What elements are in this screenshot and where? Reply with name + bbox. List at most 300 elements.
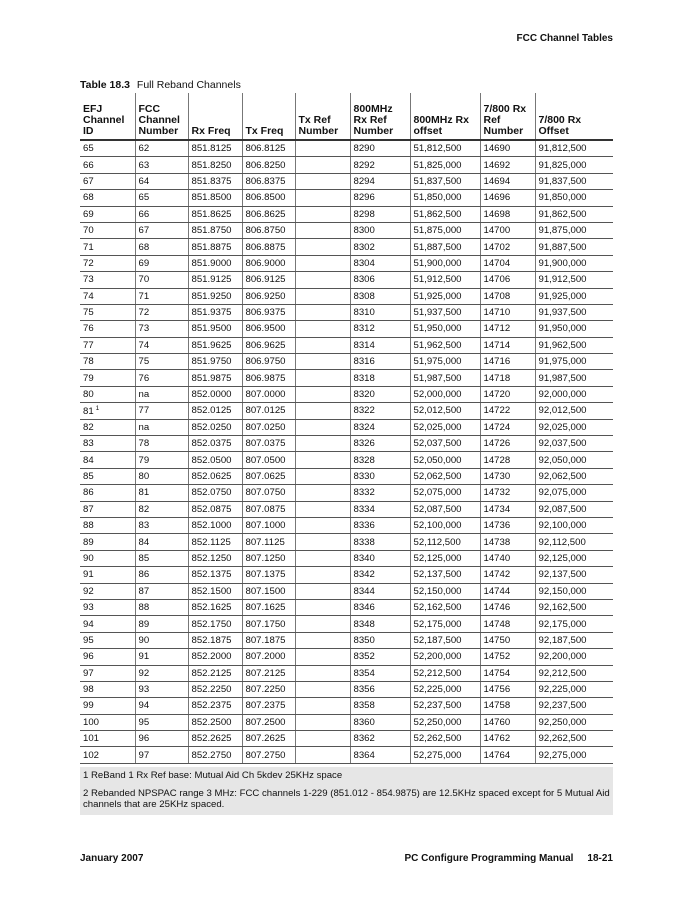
cell-text: 51,887,500 (413, 241, 462, 253)
cell-text: 851.9125 (191, 274, 232, 286)
cell-text: 851.8875 (191, 241, 232, 253)
table-cell (295, 452, 350, 468)
cell-text: 8294 (353, 175, 375, 187)
table-cell (242, 157, 295, 173)
cell-text: 77 (83, 339, 94, 351)
cell-text: 8348 (353, 618, 375, 630)
cell-text: 92,250,000 (538, 716, 587, 728)
cell-text: 806.9000 (245, 257, 286, 269)
cell-text: 851.8250 (191, 159, 232, 171)
table-cell (188, 583, 242, 599)
cell-text: 92,225,000 (538, 684, 587, 696)
cell-text: 69 (138, 257, 150, 269)
table-cell (295, 534, 350, 550)
cell-text: 91,825,000 (538, 159, 587, 171)
table-cell (535, 681, 613, 697)
table-cell (535, 665, 613, 681)
table-cell (80, 583, 135, 599)
table-cell (188, 140, 242, 157)
cell-text: 851.9375 (191, 307, 232, 319)
table-cell (135, 649, 188, 665)
table-cell (480, 190, 535, 206)
table-cell (188, 731, 242, 747)
cell-text: 807.2500 (245, 716, 286, 728)
cell-text: 14734 (483, 503, 511, 515)
cell-text: 8346 (353, 602, 375, 614)
table-cell (410, 567, 480, 583)
table-cell (80, 698, 135, 714)
table-row (80, 632, 613, 648)
column-header: Tx Freq (242, 93, 295, 140)
cell-text: 92,262,500 (538, 733, 587, 745)
table-cell (350, 583, 410, 599)
table-cell (80, 255, 135, 271)
table-cell (188, 173, 242, 189)
cell-text: 14694 (483, 175, 511, 187)
table-cell (80, 140, 135, 157)
table-cell (535, 534, 613, 550)
cell-text: 14700 (483, 225, 511, 237)
table-cell (350, 206, 410, 222)
table-cell (350, 370, 410, 386)
table-cell (242, 386, 295, 402)
table-cell (188, 190, 242, 206)
cell-text: 14720 (483, 389, 511, 401)
cell-text: 84 (138, 536, 150, 548)
table-row (80, 731, 613, 747)
cell-text: 52,162,500 (413, 602, 462, 614)
table-cell (135, 665, 188, 681)
table-cell (80, 517, 135, 533)
table-cell (480, 698, 535, 714)
table-cell (535, 714, 613, 730)
table-cell (410, 140, 480, 157)
cell-text: 806.8500 (245, 192, 286, 204)
cell-text: 85 (138, 552, 150, 564)
cell-text: 806.9125 (245, 274, 286, 286)
table-cell (350, 616, 410, 632)
table-cell (135, 354, 188, 370)
footnote-2: 2 Rebanded NPSPAC range 3 MHz: FCC channels 1-229 (851.012 - 854.9875) are 12.5KHz spaced except for 5 Mutual Aid channels that are 25KHz spaced. (83, 787, 610, 810)
table-cell (188, 157, 242, 173)
cell-text: 14706 (483, 274, 511, 286)
cell-text: 52,100,000 (413, 520, 462, 532)
table-cell (480, 632, 535, 648)
cell-text: 94 (83, 618, 94, 630)
table-cell (135, 616, 188, 632)
table-cell (242, 436, 295, 452)
cell-text: 83 (138, 520, 150, 532)
table-cell (242, 747, 295, 763)
column-header: Tx Ref Number (295, 93, 350, 140)
cell-text: 74 (83, 290, 94, 302)
table-cell (295, 419, 350, 435)
cell-text: 852.0000 (191, 389, 232, 401)
table-cell (350, 173, 410, 189)
cell-text: 95 (138, 716, 150, 728)
table-cell (480, 436, 535, 452)
table-cell (410, 255, 480, 271)
table-row (80, 354, 613, 370)
table-row (80, 304, 613, 320)
table-cell (480, 452, 535, 468)
cell-text: 67 (83, 175, 94, 187)
table-cell (535, 173, 613, 189)
table-cell (295, 370, 350, 386)
table-row (80, 452, 613, 468)
cell-text: 14726 (483, 438, 511, 450)
cell-text: 807.0125 (245, 405, 286, 417)
table-cell (350, 452, 410, 468)
table-cell (80, 222, 135, 238)
table-cell (480, 272, 535, 288)
cell-text: 807.1500 (245, 585, 286, 597)
cell-text: 807.0750 (245, 487, 286, 499)
table-cell (350, 190, 410, 206)
cell-text: 92,187,500 (538, 634, 587, 646)
cell-text: 76 (83, 323, 94, 335)
cell-text: 52,275,000 (413, 749, 462, 761)
cell-text: 806.8375 (245, 175, 286, 187)
cell-text: 14710 (483, 307, 511, 319)
table-cell (480, 681, 535, 697)
table-row (80, 173, 613, 189)
cell-text: 852.1750 (191, 618, 232, 630)
table-cell (295, 583, 350, 599)
table-cell (410, 583, 480, 599)
cell-text: 852.2625 (191, 733, 232, 745)
table-cell (410, 354, 480, 370)
table-cell (242, 288, 295, 304)
table-cell (242, 272, 295, 288)
table-row (80, 288, 613, 304)
cell-text: 95 (83, 634, 94, 646)
cell-text: 852.0875 (191, 503, 232, 515)
cell-text: 806.9625 (245, 339, 286, 351)
cell-text: 8336 (353, 520, 375, 532)
column-header: Rx Freq (188, 93, 242, 140)
table-cell (480, 517, 535, 533)
cell-text: 14746 (483, 602, 511, 614)
table-cell (80, 419, 135, 435)
table-cell (410, 452, 480, 468)
table-cell (535, 583, 613, 599)
cell-text: 14740 (483, 552, 511, 564)
table-cell (480, 501, 535, 517)
table-cell (188, 681, 242, 697)
table-cell (188, 468, 242, 484)
table-cell (535, 190, 613, 206)
table-cell (80, 272, 135, 288)
table-row (80, 337, 613, 353)
cell-text: 52,187,500 (413, 634, 462, 646)
cell-text: 851.9750 (191, 356, 232, 368)
cell-text: 851.8625 (191, 208, 232, 220)
table-row (80, 403, 613, 419)
cell-text: 90 (138, 634, 150, 646)
table-cell (295, 616, 350, 632)
table-cell (480, 649, 535, 665)
table-cell (295, 304, 350, 320)
cell-text: 92,200,000 (538, 651, 587, 663)
table-cell (410, 321, 480, 337)
cell-text: 92,175,000 (538, 618, 587, 630)
cell-text: 92 (83, 585, 94, 597)
cell-text: 99 (83, 700, 94, 712)
table-cell (410, 632, 480, 648)
cell-text: 8312 (353, 323, 375, 335)
table-cell (80, 681, 135, 697)
table-cell (410, 272, 480, 288)
cell-text: 852.2500 (191, 716, 232, 728)
cell-text: 51,987,500 (413, 372, 462, 384)
table-cell (480, 534, 535, 550)
table-cell (295, 157, 350, 173)
table-cell (135, 190, 188, 206)
cell-text: 8320 (353, 389, 375, 401)
table-cell (135, 468, 188, 484)
cell-text: 806.8625 (245, 208, 286, 220)
cell-text: 807.2750 (245, 749, 286, 761)
cell-text: 8340 (353, 552, 375, 564)
table-cell (295, 485, 350, 501)
table-cell (535, 567, 613, 583)
table-cell (410, 485, 480, 501)
cell-text: 852.1125 (191, 536, 231, 548)
cell-text: 75 (83, 307, 94, 319)
cell-text: 91,837,500 (538, 175, 587, 187)
table-cell (480, 255, 535, 271)
cell-text: 807.2250 (245, 684, 286, 696)
table-cell (535, 501, 613, 517)
table-cell (480, 140, 535, 157)
table-body (80, 140, 613, 763)
table-cell (480, 337, 535, 353)
table-cell (242, 468, 295, 484)
table-cell (535, 550, 613, 566)
table-cell (480, 468, 535, 484)
table-cell (80, 501, 135, 517)
table-cell (480, 665, 535, 681)
cell-text: 807.1125 (245, 536, 285, 548)
cell-text: 8334 (353, 503, 375, 515)
table-cell (188, 517, 242, 533)
cell-text: 91,962,500 (538, 339, 587, 351)
cell-text: 807.1625 (245, 602, 286, 614)
table-cell (188, 501, 242, 517)
cell-text: 807.2625 (245, 733, 286, 745)
table-cell (242, 665, 295, 681)
cell-text: 851.8750 (191, 225, 232, 237)
table-cell (350, 485, 410, 501)
table-cell (480, 747, 535, 763)
table-cell (410, 206, 480, 222)
cell-text: 8330 (353, 471, 375, 482)
cell-text: 69 (83, 208, 94, 220)
cell-text: 8304 (353, 257, 375, 269)
table-cell (410, 698, 480, 714)
table-cell (135, 501, 188, 517)
table-cell (480, 567, 535, 583)
cell-text: 96 (138, 733, 150, 745)
table-cell (350, 436, 410, 452)
table-cell (295, 239, 350, 255)
cell-text: 52,087,500 (413, 503, 462, 515)
table-row (80, 714, 613, 730)
cell-text: 14712 (483, 323, 511, 335)
table-cell (188, 419, 242, 435)
table-cell (295, 354, 350, 370)
cell-text: 51,875,000 (413, 225, 462, 237)
cell-text: 8290 (353, 143, 375, 155)
cell-text: 852.2250 (191, 684, 232, 696)
table-cell (410, 681, 480, 697)
footer-date: January 2007 (80, 853, 144, 864)
cell-text: 807.0000 (245, 389, 286, 401)
cell-text: 52,037,500 (413, 438, 462, 450)
table-cell (80, 304, 135, 320)
cell-text: 78 (138, 438, 150, 450)
cell-text: 806.8875 (245, 241, 286, 253)
cell-text: 14752 (483, 651, 511, 663)
table-cell (188, 206, 242, 222)
table-cell (410, 403, 480, 419)
cell-text: 88 (83, 520, 94, 532)
cell-text: 52,225,000 (413, 684, 462, 696)
cell-text: 8302 (353, 241, 375, 253)
table-cell (350, 567, 410, 583)
table-cell (242, 206, 295, 222)
table-cell (480, 616, 535, 632)
table-cell (242, 550, 295, 566)
table-cell (80, 468, 135, 484)
table-cell (135, 370, 188, 386)
table-cell (480, 403, 535, 419)
table-cell (80, 599, 135, 615)
cell-text: 85 (83, 471, 94, 482)
cell-text: 851.8500 (191, 192, 232, 204)
table-cell (535, 485, 613, 501)
table-cell (188, 550, 242, 566)
table-cell (242, 370, 295, 386)
table-cell (295, 714, 350, 730)
table-cell (535, 403, 613, 419)
table-row (80, 272, 613, 288)
cell-text: 94 (138, 700, 150, 712)
table-cell (188, 239, 242, 255)
table-cell (295, 517, 350, 533)
table-cell (188, 714, 242, 730)
table-cell (480, 173, 535, 189)
table-cell (80, 452, 135, 468)
cell-text: 52,200,000 (413, 651, 462, 663)
table-cell (480, 583, 535, 599)
cell-text: 77 (138, 405, 150, 417)
table-cell (410, 157, 480, 173)
cell-text: 8318 (353, 372, 375, 384)
table-cell (188, 632, 242, 648)
cell-text: 52,062,500 (413, 471, 462, 482)
cell-text: 852.0250 (191, 421, 232, 433)
table-cell (535, 157, 613, 173)
cell-text: 82 (83, 421, 94, 433)
table-cell (295, 681, 350, 697)
cell-text: 8328 (353, 454, 375, 466)
column-header: 7/800 Rx Ref Number (480, 93, 535, 140)
table-row (80, 534, 613, 550)
cell-text: 91,987,500 (538, 372, 587, 384)
table-cell (242, 452, 295, 468)
table-cell (242, 517, 295, 533)
table-cell (135, 386, 188, 402)
table-cell (295, 140, 350, 157)
cell-text: 93 (138, 684, 150, 696)
table-cell (535, 599, 613, 615)
cell-text: 51,837,500 (413, 175, 462, 187)
cell-text: 90 (83, 552, 94, 564)
cell-text: 87 (138, 585, 150, 597)
table-row (80, 222, 613, 238)
cell-text: 807.2000 (245, 651, 286, 663)
table-row (80, 468, 613, 484)
table-cell (80, 550, 135, 566)
cell-text: 807.2125 (245, 667, 286, 679)
cell-text: 14738 (483, 536, 511, 548)
cell-text: 98 (83, 684, 94, 696)
table-row (80, 550, 613, 566)
table-cell (80, 731, 135, 747)
cell-text: 93 (83, 602, 94, 614)
table-cell (295, 206, 350, 222)
cell-text: 52,000,000 (413, 389, 462, 401)
table-cell (410, 550, 480, 566)
cell-text: 83 (83, 438, 94, 450)
cell-text: 14716 (483, 356, 511, 368)
table-cell (188, 436, 242, 452)
cell-text: 14696 (483, 192, 511, 204)
table-cell (242, 140, 295, 157)
table-cell (242, 239, 295, 255)
cell-text: 851.9000 (191, 257, 232, 269)
table-header-row (80, 93, 613, 140)
cell-text: na (138, 389, 150, 401)
cell-text: 91,875,000 (538, 225, 587, 237)
table-cell (480, 321, 535, 337)
cell-text: 76 (138, 372, 150, 384)
cell-text: 92,075,000 (538, 487, 587, 499)
table-cell (135, 714, 188, 730)
cell-text: 852.1875 (191, 634, 232, 646)
table-cell (410, 649, 480, 665)
table-cell (188, 403, 242, 419)
table-row (80, 665, 613, 681)
cell-text: 8296 (353, 192, 375, 204)
table-cell (80, 321, 135, 337)
cell-text: 92,125,000 (538, 552, 587, 564)
cell-text: 852.2750 (191, 749, 232, 761)
table-cell (410, 337, 480, 353)
table-cell (350, 288, 410, 304)
table-cell (535, 386, 613, 402)
cell-text: 8362 (353, 733, 375, 745)
cell-text: 92,237,500 (538, 700, 587, 712)
cell-text: 91 (83, 569, 94, 581)
running-head: FCC Channel Tables (516, 33, 613, 44)
table-cell (295, 501, 350, 517)
table-cell (350, 731, 410, 747)
cell-text: 14702 (483, 241, 511, 253)
table-cell (295, 173, 350, 189)
